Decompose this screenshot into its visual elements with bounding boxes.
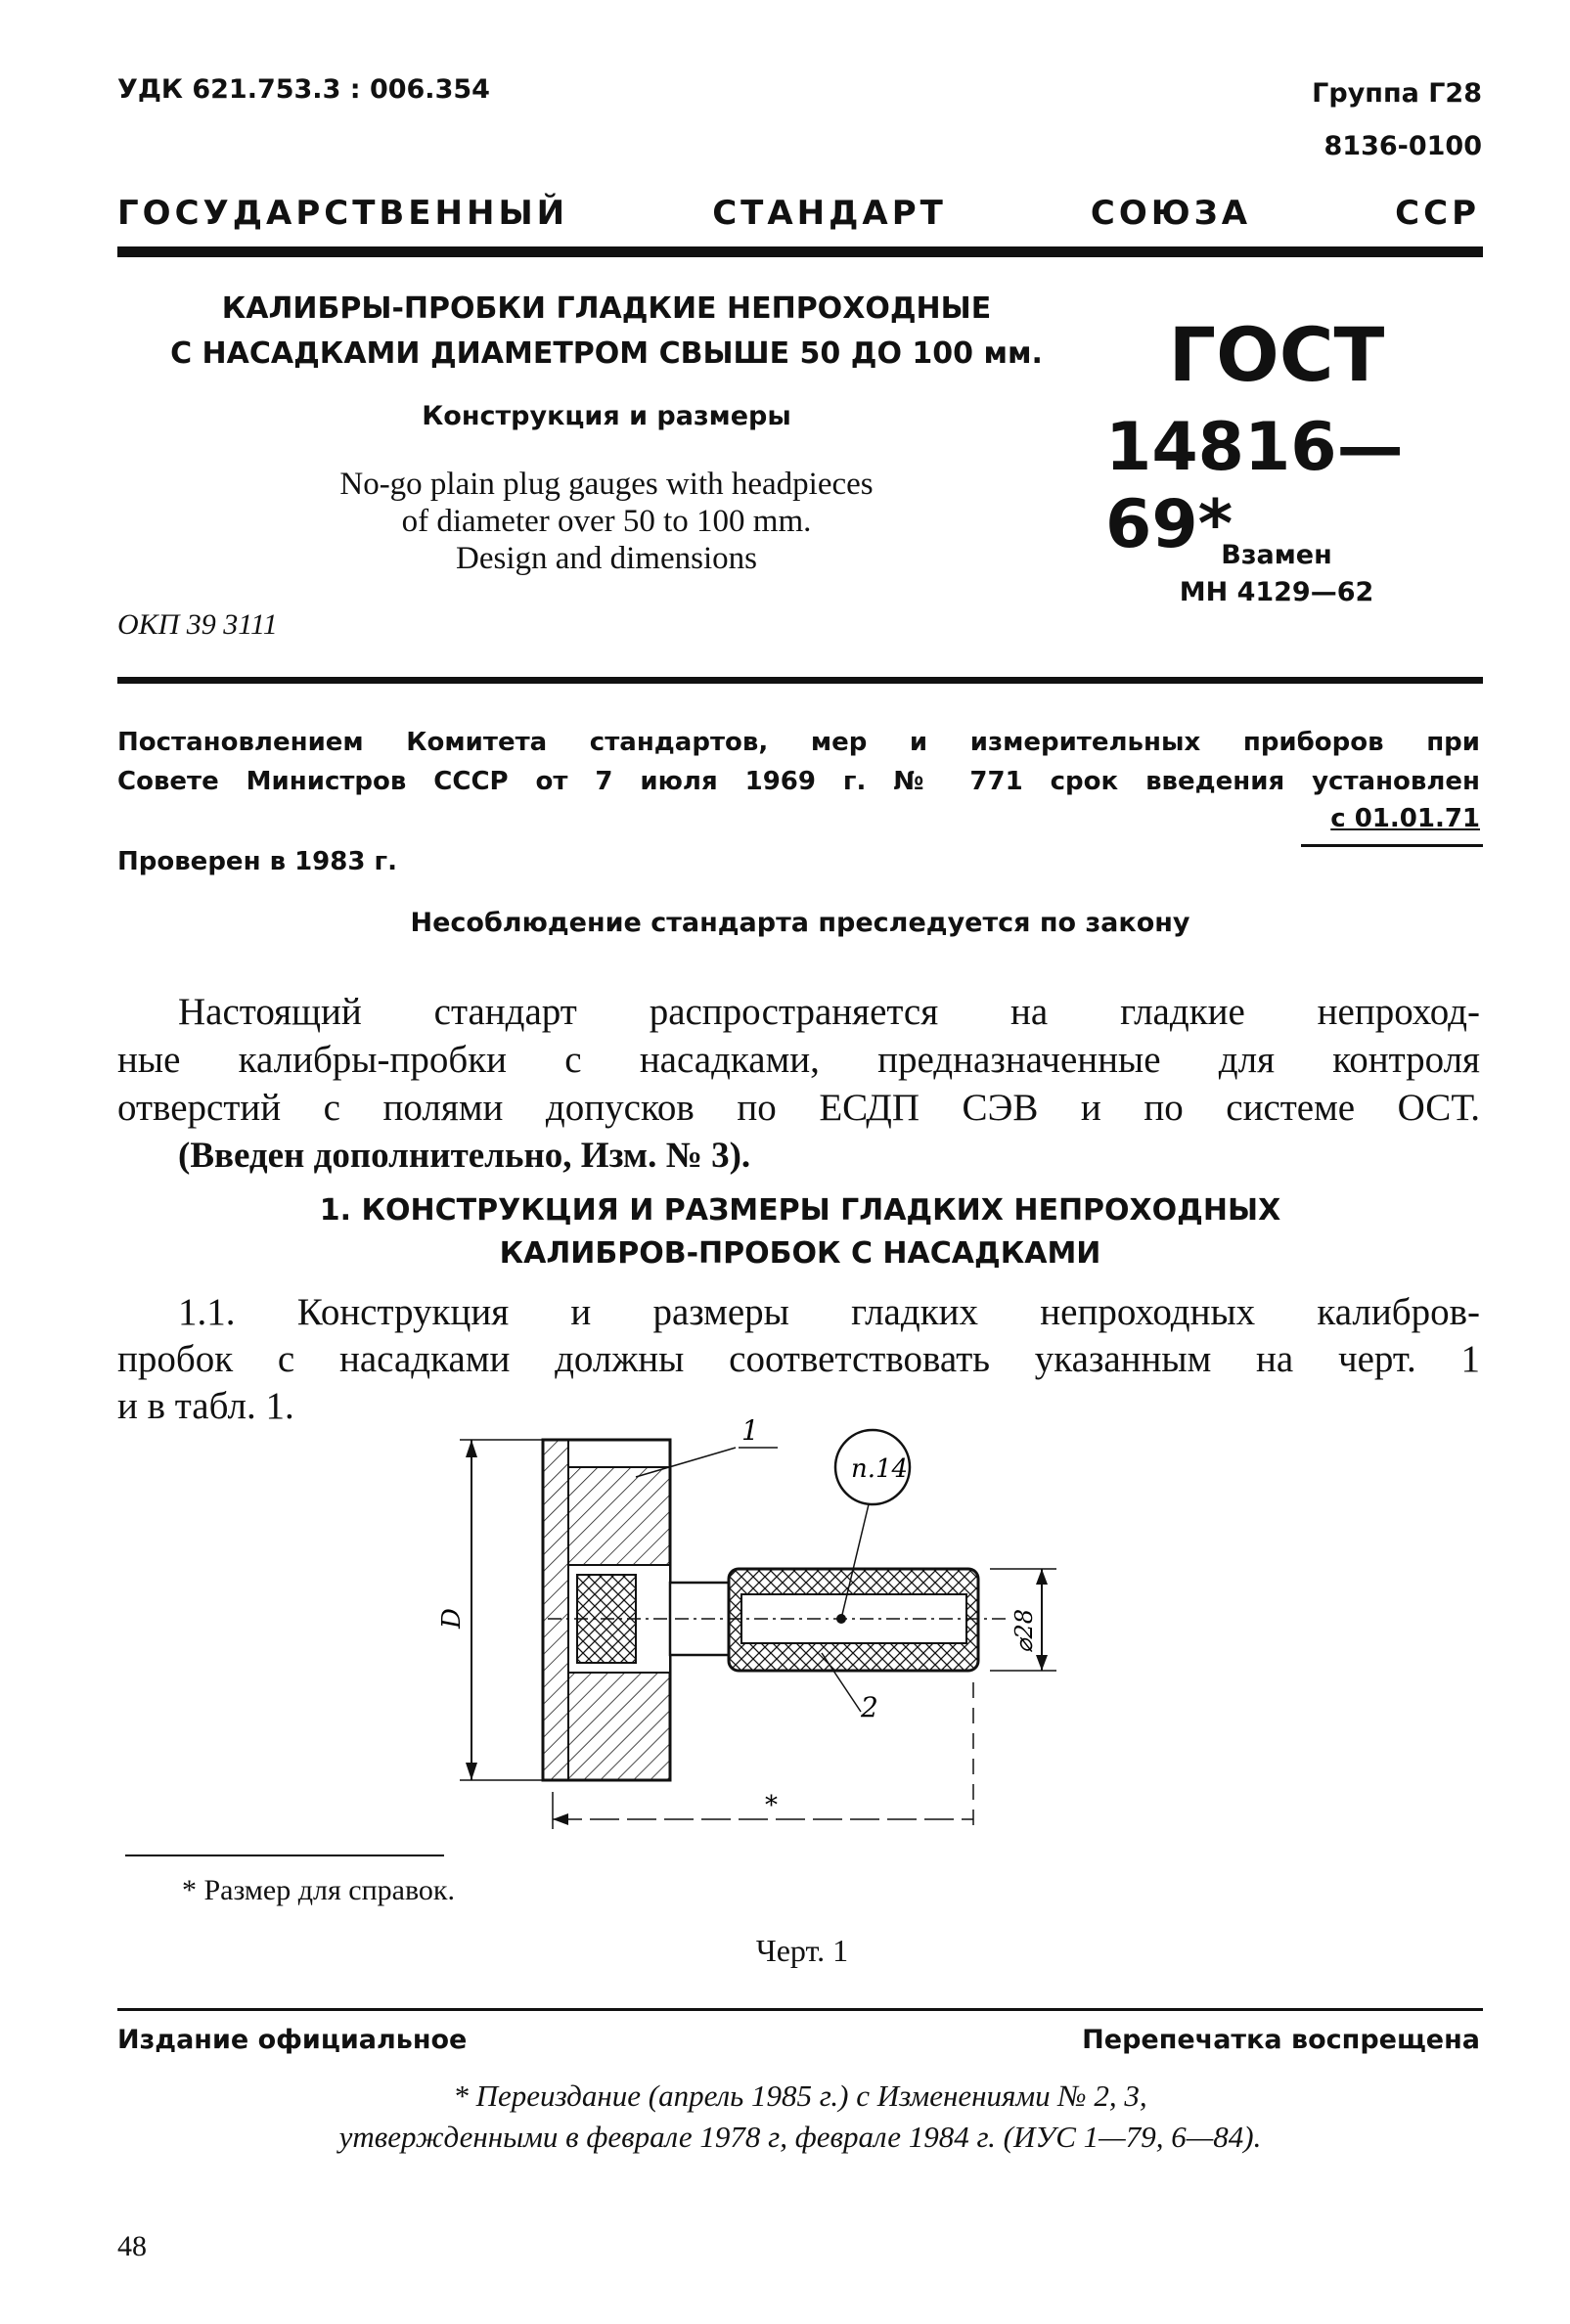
clause-1-1 <box>117 1289 1480 1430</box>
clause-1-1-line-3: и в табл. 1. <box>117 1385 294 1427</box>
section-title-line-2: КАЛИБРОВ-ПРОБОК С НАСАДКАМИ <box>499 1236 1101 1271</box>
group-code: Группа Г28 <box>1312 78 1482 109</box>
label-p14: п.14 <box>851 1454 909 1484</box>
label-d28: ⌀28 <box>1010 1609 1038 1653</box>
title-ru-line-1: КАЛИБРЫ-ПРОБКИ ГЛАДКИЕ НЕПРОХОДНЫЕ <box>221 291 992 326</box>
okp-code: ОКП 39 3111 <box>117 608 278 641</box>
gost-label: ГОСТ <box>1168 311 1385 398</box>
label-star: * <box>765 1791 778 1820</box>
title-en-line-1: No-go plain plug gauges with headpieces <box>339 467 874 502</box>
label-1: 1 <box>741 1418 759 1447</box>
reissue-line-1: * Переиздание (апрель 1985 г.) с Изменениями № 2, 3, <box>453 2078 1147 2113</box>
title-ru-line-2: С НАСАДКАМИ ДИАМЕТРОМ СВЫШЕ 50 ДО 100 мм. <box>170 336 1043 371</box>
page-number: 48 <box>117 2230 147 2262</box>
title-en-line-2: of diameter over 50 to 100 mm. <box>401 504 812 539</box>
intro-line-3: отверстий с полями допусков по ЕСДП СЭВ и по системе ОСТ. <box>117 1087 1480 1129</box>
law-notice: Несоблюдение стандарта преследуется по закону <box>410 908 1190 938</box>
replaces-value: МН 4129—62 <box>1179 577 1374 607</box>
subtitle-ru: Конструкция и размеры <box>422 401 791 431</box>
intro-line-2: ные калибры-пробки с насадками, предназначенные для контроля <box>117 1039 1480 1081</box>
decree-date: с 01.01.71 <box>1330 804 1480 833</box>
top-thick-rule <box>117 246 1483 257</box>
footnote-text: * Размер для справок. <box>182 1874 455 1906</box>
label-D: D <box>437 1608 467 1629</box>
gauge-drawing <box>430 1418 1115 1849</box>
replaces-label: Взамен <box>1221 540 1332 570</box>
udk-code: УДК 621.753.3 : 006.354 <box>117 74 490 105</box>
title-en-line-3: Design and dimensions <box>456 541 757 576</box>
headpiece-body <box>543 1440 670 1780</box>
footnote-rule <box>125 1855 444 1856</box>
checked-year: Проверен в 1983 г. <box>117 847 397 876</box>
leader-1 <box>636 1448 736 1477</box>
state-standard-heading: ГОСУДАРСТВЕННЫЙ СТАНДАРТ СОЮЗА ССР <box>117 194 1480 233</box>
decree-line-1: Постановлением Комитета стандартов, мер и измерительных приборов при <box>117 728 1480 757</box>
classification-code: 8136-0100 <box>1323 131 1482 161</box>
footer-rule <box>117 2008 1483 2011</box>
reissue-line-2: утвержденными в феврале 1978 г, феврале 1984 г. (ИУС 1—79, 6—84). <box>338 2120 1262 2154</box>
title-block-bottom-rule <box>117 677 1483 684</box>
figure-caption: Черт. 1 <box>755 1933 849 1968</box>
clause-1-1-line-2: пробок с насадками должны соответствовать указанным на черт. 1 <box>117 1338 1480 1380</box>
reissue-note <box>117 2076 1483 2158</box>
decree-line-2: Совете Министров СССР от 7 июля 1969 г. № 771 срок введения установлен <box>117 767 1480 796</box>
amendment-note: (Введен дополнительно, Изм. № 3). <box>178 1136 751 1176</box>
intro-paragraph <box>117 988 1480 1132</box>
date-underline <box>1301 844 1483 847</box>
section-title-line-1: 1. КОНСТРУКЦИЯ И РАЗМЕРЫ ГЛАДКИХ НЕПРОХОДНЫХ <box>319 1193 1281 1228</box>
reprint-prohibited: Перепечатка воспрещена <box>1082 2025 1480 2055</box>
official-edition: Издание официальное <box>117 2025 468 2055</box>
title-en <box>117 466 1096 577</box>
clause-1-1-line-1: 1.1. Конструкция и размеры гладких непроходных калибров- <box>178 1291 1480 1333</box>
gost-number: 14816—69* <box>1105 409 1404 563</box>
label-2: 2 <box>861 1691 878 1723</box>
intro-line-1: Настоящий стандарт распространяется на гладкие непроход- <box>178 991 1480 1033</box>
leader-p14-dot <box>836 1614 846 1624</box>
